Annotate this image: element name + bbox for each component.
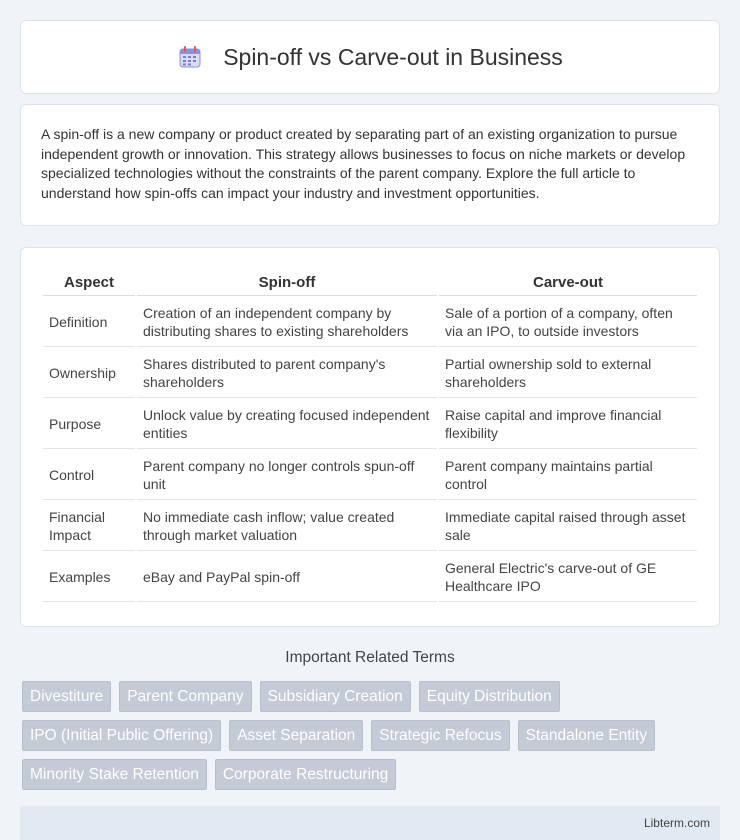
row-aspect: Ownership bbox=[43, 349, 135, 398]
term-tag[interactable]: Strategic Refocus bbox=[371, 720, 509, 751]
row-spin-off: Parent company no longer controls spun-off unit bbox=[137, 451, 437, 500]
row-aspect: Examples bbox=[43, 553, 135, 602]
row-carve-out: Partial ownership sold to external shareholders bbox=[439, 349, 697, 398]
row-aspect: Definition bbox=[43, 298, 135, 347]
row-spin-off: Creation of an independent company by distributing shares to existing shareholders bbox=[137, 298, 437, 347]
term-tag[interactable]: Minority Stake Retention bbox=[22, 759, 207, 790]
table-row bbox=[43, 400, 697, 449]
intro-text: A spin-off is a new company or product created by separating part of an existing organization to pursue independent growth or innovation. This strategy allows businesses to focus on niche markets or develop specialized technologies without the constraints of the parent company. Explore the full article to understand how spin-offs can impact your industry and investment opportunities. bbox=[41, 126, 686, 201]
calendar-icon bbox=[177, 44, 203, 70]
intro-card bbox=[20, 104, 720, 226]
row-spin-off: Unlock value by creating focused independent entities bbox=[137, 400, 437, 449]
table-header-row bbox=[43, 270, 697, 296]
row-aspect: Control bbox=[43, 451, 135, 500]
term-tag[interactable]: Parent Company bbox=[119, 681, 251, 712]
table-row bbox=[43, 502, 697, 551]
term-tag[interactable]: Standalone Entity bbox=[518, 720, 656, 751]
row-carve-out: Parent company maintains partial control bbox=[439, 451, 697, 500]
term-tag[interactable]: Divestiture bbox=[22, 681, 111, 712]
row-aspect: Purpose bbox=[43, 400, 135, 449]
table-row bbox=[43, 349, 697, 398]
header-spin-off: Spin-off bbox=[137, 270, 437, 296]
term-tag[interactable]: Corporate Restructuring bbox=[215, 759, 396, 790]
term-tag[interactable]: Equity Distribution bbox=[419, 681, 560, 712]
row-carve-out: Sale of a portion of a company, often via an IPO, to outside investors bbox=[439, 298, 697, 347]
header-aspect: Aspect bbox=[43, 270, 135, 296]
row-spin-off: No immediate cash inflow; value created through market valuation bbox=[137, 502, 437, 551]
footer bbox=[20, 806, 720, 840]
comparison-table-card bbox=[20, 247, 720, 627]
row-spin-off: Shares distributed to parent company's shareholders bbox=[137, 349, 437, 398]
footer-site-link[interactable]: Libterm.com bbox=[643, 816, 710, 830]
header-carve-out: Carve-out bbox=[439, 270, 697, 296]
page-title: Spin-off vs Carve-out in Business bbox=[223, 43, 563, 70]
term-tag[interactable]: Asset Separation bbox=[229, 720, 363, 751]
row-carve-out: General Electric's carve-out of GE Healthcare IPO bbox=[439, 553, 697, 602]
term-tag[interactable]: IPO (Initial Public Offering) bbox=[22, 720, 221, 751]
row-carve-out: Raise capital and improve financial flexibility bbox=[439, 400, 697, 449]
row-carve-out: Immediate capital raised through asset sale bbox=[439, 502, 697, 551]
comparison-table bbox=[41, 268, 699, 604]
term-tag[interactable]: Subsidiary Creation bbox=[260, 681, 411, 712]
row-spin-off: eBay and PayPal spin-off bbox=[137, 553, 437, 602]
header-card bbox=[20, 20, 720, 94]
table-row bbox=[43, 553, 697, 602]
table-row bbox=[43, 298, 697, 347]
related-terms-heading: Important Related Terms bbox=[285, 649, 455, 666]
row-aspect: Financial Impact bbox=[43, 502, 135, 551]
related-terms-list bbox=[22, 681, 720, 790]
table-row bbox=[43, 451, 697, 500]
